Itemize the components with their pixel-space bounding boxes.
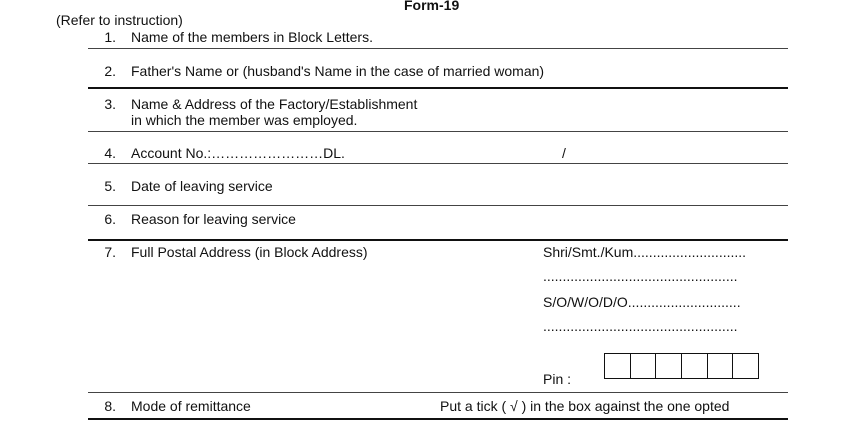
item-7-label: Full Postal Address (in Block Address) (131, 244, 368, 260)
remittance-instruction: Put a tick ( √ ) in the box against the one opted (440, 398, 730, 414)
pin-digit-box[interactable] (605, 354, 631, 378)
item-3-label: Name & Address of the Factory/Establishment (131, 96, 418, 112)
item-3-number: 3. (104, 96, 116, 112)
address-dots-field-2: .................................................. (543, 318, 738, 334)
item-5-number: 5. (104, 178, 116, 194)
item-1-number: 1. (104, 29, 116, 45)
pin-digit-box[interactable] (708, 354, 734, 378)
item-3-line (88, 131, 788, 132)
pin-digit-box[interactable] (656, 354, 682, 378)
item-8-number: 8. (104, 398, 116, 414)
item-6-label: Reason for leaving service (131, 211, 296, 227)
address-dots-field-1: .................................................. (543, 268, 738, 284)
item-1-label: Name of the members in Block Letters. (131, 29, 373, 45)
item-4-label: Account No.:……………………DL. (131, 145, 345, 161)
item-8-label: Mode of remittance (131, 398, 251, 414)
pin-code-boxes (604, 353, 759, 379)
pin-label: Pin : (543, 371, 572, 387)
item-5-label: Date of leaving service (131, 178, 273, 194)
item-6-number: 6. (104, 211, 116, 227)
item-7-number: 7. (104, 244, 116, 260)
item-3-label-line2: in which the member was employed. (131, 112, 358, 128)
account-separator: / (562, 145, 566, 161)
item-7-line (88, 392, 788, 393)
item-4-line (88, 163, 788, 164)
item-2-line (88, 87, 788, 89)
item-1-line (88, 48, 788, 49)
pin-digit-box[interactable] (682, 354, 708, 378)
item-2-number: 2. (104, 63, 116, 79)
form-title: Form-19 (404, 0, 460, 13)
item-5-line (88, 205, 788, 206)
item-4-number: 4. (104, 145, 116, 161)
pin-digit-box[interactable] (733, 354, 758, 378)
refer-instruction: (Refer to instruction) (56, 12, 183, 28)
address-sowodo-field: S/O/W/O/D/O............................. (543, 294, 741, 310)
item-8-line (88, 418, 788, 420)
item-6-line (88, 239, 788, 241)
pin-digit-box[interactable] (631, 354, 657, 378)
address-shri-field: Shri/Smt./Kum............................. (543, 244, 747, 260)
item-2-label: Father's Name or (husband's Name in the case of married woman) (131, 63, 545, 79)
